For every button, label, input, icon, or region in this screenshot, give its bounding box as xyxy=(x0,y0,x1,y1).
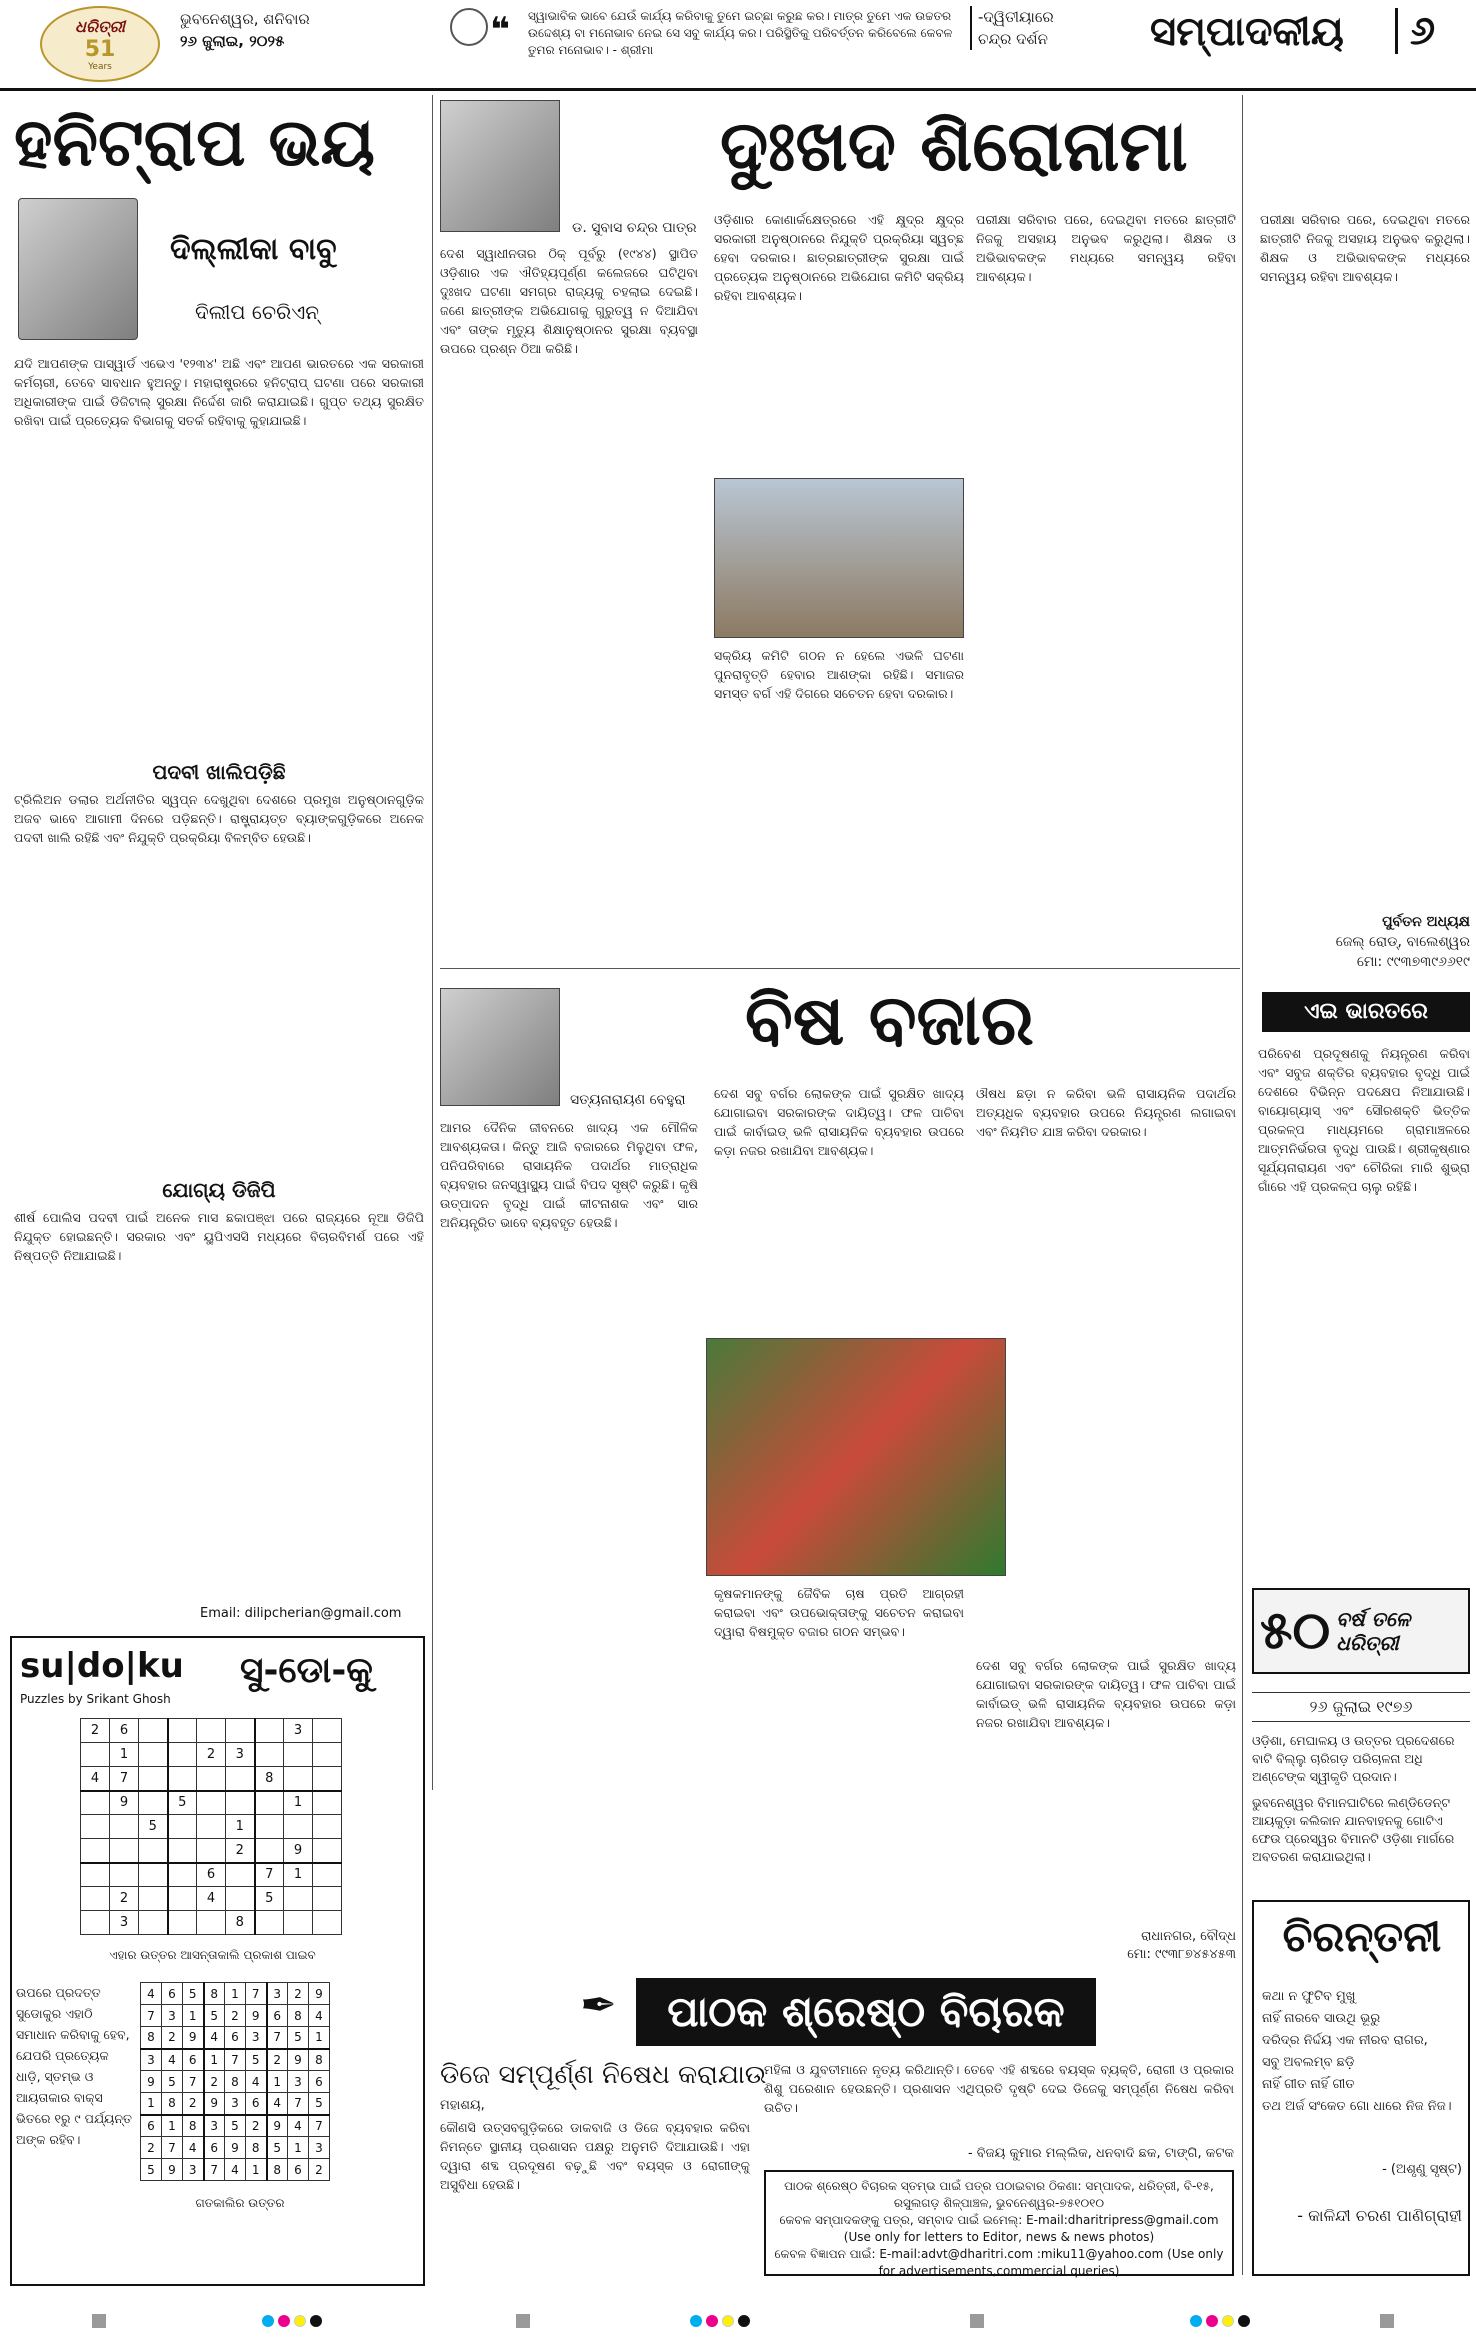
sudoku-cell xyxy=(255,1815,284,1839)
letter1-signoff: - ବିଜୟ କୁମାର ମଲ୍ଲିକ, ଧନବାଦି ଛକ, ଟାଙ୍ଗି, କଟକ xyxy=(967,2146,1234,2161)
answer-cell: 4 xyxy=(246,2071,267,2093)
article3-author: ସତ୍ୟନାରାୟଣ ବେହୁରା xyxy=(570,1092,686,1108)
letters-email-editor: କେବଳ ସମ୍ପାଦକଙ୍କୁ ପତ୍ର, ସମ୍ବାଦ ପାଇଁ ଇମେଲ୍: E-mail:dharitripress@gmail.com (Use only for letters to Editor, news & news photos) xyxy=(779,2213,1219,2244)
article3-body-4: ଔଷଧ ଛଡ଼ା ନ କରିବା ଭଳି ରାସାୟନିକ ପଦାର୍ଥର ଅତ୍ୟଧିକ ବ୍ୟବହାର ଉପରେ ନିୟନ୍ତ୍ରଣ ଲଗାଇବା ଏବଂ ନିୟମିତ ଯାଞ୍ଚ କରିବା ଦରକାର। xyxy=(976,1086,1236,1139)
answer-cell: 3 xyxy=(267,1983,288,2005)
masthead-logo xyxy=(40,6,160,82)
registration-dot-magenta xyxy=(278,2315,290,2327)
sudoku-cell xyxy=(226,1767,255,1791)
sudoku-cell xyxy=(284,1743,313,1767)
answer-cell: 6 xyxy=(141,2115,162,2137)
sudoku-cell xyxy=(139,1887,168,1911)
answer-cell: 1 xyxy=(183,2005,204,2027)
answer-cell: 6 xyxy=(288,2159,309,2181)
column-divider xyxy=(1242,95,1243,2275)
fifty-years-item: ଭୁବନେଶ୍ୱର ବିମାନଘାଟିରେ ଲଣ୍ଡିଡେନ୍‌ଟ ଆୟକୁଡ଼ା କଲିକାନ ଯାନବାହନକୁ ଗୋଟିଏ ଫେଉ ପ୍ରେସ୍ୱର ବିମାନଟି ଓଡ଼ିଶା ମାର୍ଗରେ ଅବତରଣ କରାଯାଇଥିଲା। xyxy=(1252,1795,1455,1864)
article2-headline: ଦୁଃଖଦ ଶିରୋନାମା xyxy=(720,104,1188,187)
answer-cell: 7 xyxy=(204,2159,225,2181)
sudoku-cell: 5 xyxy=(168,1791,197,1815)
daily-quote: ସ୍ୱାଭାବିକ ଭାବେ ଯେଉଁ କାର୍ଯ୍ୟ କରିବାକୁ ତୁମେ ଇଚ୍ଛା କରୁଛ କର। ମାତ୍ର ତୁମେ ଏକ ଉଚ୍ଚତର ଉଦ୍ଦେଶ୍ୟ ବା ମନୋଭାବ ନେଇ ସେ ସବୁ କାର୍ଯ୍ୟ କର। ପରିସ୍ଥିତିକୁ ପରିବର୍ତ୍ତନ କରିବେଲେ କେବଳ ତୁମର ମନୋଭାବ। - ଶ୍ରୀମା xyxy=(528,9,953,57)
sudoku-cell xyxy=(313,1887,342,1911)
answer-cell: 1 xyxy=(141,2093,162,2115)
registration-dot-magenta xyxy=(706,2315,718,2327)
answer-cell: 9 xyxy=(162,2159,183,2181)
sudoku-cell: 9 xyxy=(284,1839,313,1863)
sudoku-answer-caption: ଗତକାଲିର ଉତ୍ତର xyxy=(195,2196,285,2210)
article2-body: ଦେଶ ସ୍ୱାଧୀନତାର ଠିକ୍ ପୂର୍ବରୁ (୧୯୪୪) ସ୍ଥାପିତ ଓଡ଼ିଶାର ଏକ ଐତିହ୍ୟପୂର୍ଣ୍ଣ କଲେଜରେ ଘଟିଥିବା ଦୁଃଖଦ ଘଟଣା ସମଗ୍ର ରାଜ୍ୟକୁ ଚହଲାଇ ଦେଇଛି। ଜଣେ ଛାତ୍ରୀଙ୍କ ଅଭିଯୋଗକୁ ଗୁରୁତ୍ୱ ନ ଦିଆଯିବା ଏବଂ ତାଙ୍କ ମୃତ୍ୟୁ ଶିକ୍ଷାନୁଷ୍ଠାନର ସୁରକ୍ଷା ବ୍ୟବସ୍ଥା ଉପରେ ପ୍ରଶ୍ନ ଠିଆ କରିଛି। xyxy=(440,246,698,356)
sudoku-cell: 4 xyxy=(81,1767,110,1791)
answer-cell: 9 xyxy=(246,2005,267,2027)
sudoku-cell xyxy=(197,1911,226,1935)
sudoku-cell xyxy=(168,1767,197,1791)
sudoku-cell xyxy=(284,1767,313,1791)
sudoku-cell xyxy=(255,1719,284,1743)
answer-cell: 2 xyxy=(204,2071,225,2093)
answer-cell: 6 xyxy=(183,2049,204,2071)
article1-subhead-1: ପଦବୀ ଖାଲିପଡ଼ିଛି xyxy=(152,760,286,784)
sudoku-cell: 2 xyxy=(197,1743,226,1767)
sudoku-cell: 8 xyxy=(255,1767,284,1791)
sudoku-row xyxy=(81,1743,342,1767)
answer-cell: 3 xyxy=(204,2115,225,2137)
sudoku-cell xyxy=(197,1815,226,1839)
answer-cell: 6 xyxy=(309,2071,330,2093)
sudoku-cell xyxy=(284,1815,313,1839)
sudoku-answer-grid xyxy=(140,1982,330,2181)
answer-cell: 4 xyxy=(225,2159,246,2181)
college-photo xyxy=(714,478,964,638)
sudoku-cell xyxy=(110,1815,139,1839)
registration-dot-magenta xyxy=(1206,2315,1218,2327)
chirantani-title: ଚିରନ୍ତନୀ xyxy=(1282,1912,1442,1961)
date-block xyxy=(180,8,360,52)
author-photo-subash xyxy=(440,100,560,232)
article1-headline: ହନିଟ୍ରାପ ଭୟ xyxy=(14,103,375,181)
article3-body-2: ଦେଶ ସବୁ ବର୍ଗର ଲୋକଙ୍କ ପାଇଁ ସୁରକ୍ଷିତ ଖାଦ୍ୟ ଯୋଗାଇବା ସରକାରଙ୍କ ଦାୟିତ୍ୱ। ଫଳ ପାଚିବା ପାଇଁ କାର୍ବାଇଡ୍ ଭଳି ରାସାୟନିକ ବ୍ୟବହାର ଉପରେ କଡ଼ା ନଜର ରଖାଯିବା ଆବଶ୍ୟକ। xyxy=(714,1086,964,1158)
article2-body-3: ସକ୍ରିୟ କମିଟି ଗଠନ ନ ହେଲେ ଏଭଳି ଘଟଣା ପୁନରାବୃତ୍ତି ହେବାର ଆଶଙ୍କା ରହିଛି। ସମାଜର ସମସ୍ତ ବର୍ଗ ଏହି ଦିଗରେ ସଚେତନ ହେବା ଦରକାର। xyxy=(714,648,964,701)
answer-cell: 7 xyxy=(162,2137,183,2159)
answer-cell: 6 xyxy=(204,2137,225,2159)
sudoku-cell: 6 xyxy=(197,1863,226,1887)
sudoku-cell xyxy=(139,1839,168,1863)
answer-cell: 1 xyxy=(267,2071,288,2093)
fifty-years-item: ଓଡ଼ିଶା, ମେଘାଳୟ ଓ ଉତ୍ତର ପ୍ରଦେଶରେ ବାଟି ବିଲ୍ଲୁ ଚାରିଗଡ଼ ପରିଚାଳନା ଅଧି ଅଣ୍ଟେଙ୍କ ସ୍ୱୀକୃତି ପ୍ରଦାନ। xyxy=(1252,1733,1455,1784)
answer-cell: 5 xyxy=(162,2071,183,2093)
sudoku-answer-note: ଏହାର ଉତ୍ତର ଆସନ୍ତାକାଲି ପ୍ରକାଶ ପାଇବ xyxy=(109,1948,316,1962)
sudoku-puzzle-grid xyxy=(80,1718,342,1935)
sudoku-cell xyxy=(226,1863,255,1887)
sudoku-cell xyxy=(168,1863,197,1887)
moon-column: -ଦ୍ୱିତୀୟାରେ ଚନ୍ଦ୍ର ଦର୍ଶନ xyxy=(970,6,1070,50)
article3-body-3: କୃଷକମାନଙ୍କୁ ଜୈବିକ ଚାଷ ପ୍ରତି ଆଗ୍ରହୀ କରାଇବା ଏବଂ ଉପଭୋକ୍ତାଙ୍କୁ ସଚେତନ କରାଇବା ଦ୍ୱାରା ବିଷମୁକ୍ତ ବଜାର ଗଠନ ସମ୍ଭବ। xyxy=(714,1586,964,1639)
answer-cell: 4 xyxy=(162,2049,183,2071)
answer-cell: 5 xyxy=(246,2049,267,2071)
answer-cell: 5 xyxy=(225,2115,246,2137)
answer-cell: 5 xyxy=(309,2093,330,2115)
answer-row xyxy=(141,2159,330,2181)
article2-signoff xyxy=(1290,912,1470,972)
answer-row xyxy=(141,2049,330,2071)
sudoku-row xyxy=(81,1767,342,1791)
answer-cell: 3 xyxy=(309,2137,330,2159)
letter1-salutation: ମହାଶୟ, xyxy=(440,2098,485,2113)
logo-years-label: Years xyxy=(88,61,112,72)
registration-dot-cyan xyxy=(1190,2315,1202,2327)
pen-icon: ✒ xyxy=(580,1980,617,2031)
answer-row xyxy=(141,2071,330,2093)
wheel-icon xyxy=(450,8,488,46)
sudoku-cell: 1 xyxy=(226,1815,255,1839)
sudoku-cell: 9 xyxy=(110,1791,139,1815)
answer-cell: 9 xyxy=(225,2137,246,2159)
answer-cell: 7 xyxy=(309,2115,330,2137)
registration-dot-black xyxy=(1238,2315,1250,2327)
sudoku-cell: 3 xyxy=(226,1743,255,1767)
answer-cell: 6 xyxy=(162,1983,183,2005)
sudoku-cell xyxy=(226,1719,255,1743)
answer-cell: 9 xyxy=(141,2071,162,2093)
answer-cell: 8 xyxy=(288,2005,309,2027)
article1-body-3: ଶୀର୍ଷ ପୋଲିସ ପଦବୀ ପାଇଁ ଅନେକ ମାସ ଛକାପଞ୍ଝା ପରେ ରାଜ୍ୟରେ ନୂଆ ଡିଜିପି ନିଯୁକ୍ତ ହୋଇଛନ୍ତି। ସରକାର ଏବଂ ୟୁପିଏସସି ମଧ୍ୟରେ ବିଚାରବିମର୍ଶ ପରେ ଏହି ନିଷ୍ପତ୍ତି ନିଆଯାଇଛି। xyxy=(14,1210,424,1263)
sudoku-cell xyxy=(139,1719,168,1743)
sudoku-row xyxy=(81,1887,342,1911)
answer-cell: 7 xyxy=(141,2005,162,2027)
answer-cell: 6 xyxy=(225,2027,246,2049)
answer-cell: 9 xyxy=(204,2093,225,2115)
letter1-body: କୌଣସି ଉତ୍ସବଗୁଡ଼ିକରେ ଡାକବାଜି ଓ ଡିଜେ ବ୍ୟବହାର କରିବା ନିମନ୍ତେ ସ୍ଥାନୀୟ ପ୍ରଶାସନ ପକ୍ଷରୁ ଅନୁମତି ଦିଆଯାଉଛି। ଏହା ଦ୍ୱାରା ଶବ୍ଦ ପ୍ରଦୂଷଣ ବଢ଼ୁଛି ଏବଂ ବୟସ୍କ ଓ ରୋଗୀଙ୍କୁ ଅସୁବିଧା ହେଉଛି। xyxy=(440,2120,750,2192)
sudoku-cell: 2 xyxy=(110,1887,139,1911)
registration-mark xyxy=(1380,2314,1394,2328)
sudoku-cell xyxy=(81,1815,110,1839)
sudoku-cell xyxy=(168,1887,197,1911)
answer-cell: 2 xyxy=(183,2093,204,2115)
sudoku-cell xyxy=(139,1863,168,1887)
sudoku-cell: 3 xyxy=(284,1719,313,1743)
article3-body: ଆମର ଦୈନିକ ଜୀବନରେ ଖାଦ୍ୟ ଏକ ମୌଳିକ ଆବଶ୍ୟକତା। କିନ୍ତୁ ଆଜି ବଜାରରେ ମିଳୁଥିବା ଫଳ, ପନିପରିବାରେ ରାସାୟନିକ ପଦାର୍ଥର ମାତ୍ରାଧିକ ବ୍ୟବହାର ଜନସ୍ୱାସ୍ଥ୍ୟ ପାଇଁ ବିପଦ ସୃଷ୍ଟି କରୁଛି। କୃଷି ଉତ୍ପାଦନ ବୃଦ୍ଧି ପାଇଁ କୀଟନାଶକ ଏବଂ ସାର ଅନିୟନ୍ତ୍ରିତ ଭାବେ ବ୍ୟବହୃତ ହେଉଛି। xyxy=(440,1120,698,1230)
sudoku-cell xyxy=(284,1911,313,1935)
article2-body-2: ଓଡ଼ିଶାର କୋଣାର୍କକ୍ଷେତ୍ରରେ ଏହି କ୍ଷୁଦ୍ର କ୍ଷୁଦ୍ର ସରକାରୀ ଅନୁଷ୍ଠାନରେ ନିଯୁକ୍ତି ପ୍ରକ୍ରିୟା ସ୍ୱଚ୍ଛ ହେବା ଦରକାର। ଛାତ୍ରଛାତ୍ରୀଙ୍କ ସୁରକ୍ଷା ପାଇଁ ପ୍ରତ୍ୟେକ ଅନୁଷ୍ଠାନରେ ଅଭିଯୋଗ କମିଟି ସକ୍ରିୟ ରହିବା ଆବଶ୍ୟକ। xyxy=(714,212,964,303)
answer-row xyxy=(141,2137,330,2159)
signoff-phone: ମୋ: ୯୯୩୭୩୯୬୬୧୯ xyxy=(1356,954,1470,970)
answer-cell: 7 xyxy=(225,2049,246,2071)
signoff-place: ରାଧାନଗର, ବୌଦ୍ଧ xyxy=(1141,1929,1236,1944)
sudoku-cell xyxy=(226,1887,255,1911)
sudoku-cell xyxy=(313,1791,342,1815)
answer-cell: 4 xyxy=(309,2005,330,2027)
sudoku-row xyxy=(81,1815,342,1839)
answer-cell: 2 xyxy=(141,2137,162,2159)
sudoku-cell xyxy=(313,1719,342,1743)
logo-years: 51 xyxy=(84,36,116,62)
issue-date: ୨୬ ଜୁଲାଇ, ୨୦୨୫ xyxy=(180,32,285,50)
answer-cell: 8 xyxy=(246,2137,267,2159)
sudoku-row xyxy=(81,1839,342,1863)
author-photo-satyanarayan xyxy=(440,988,560,1106)
answer-cell: 4 xyxy=(288,2115,309,2137)
article3-body-5: ଦେଶ ସବୁ ବର୍ଗର ଲୋକଙ୍କ ପାଇଁ ସୁରକ୍ଷିତ ଖାଦ୍ୟ ଯୋଗାଇବା ସରକାରଙ୍କ ଦାୟିତ୍ୱ। ଫଳ ପାଚିବା ପାଇଁ କାର୍ବାଇଡ୍ ଭଳି ରାସାୟନିକ ବ୍ୟବହାର ଉପରେ କଡ଼ା ନଜର ରଖାଯିବା ଆବଶ୍ୟକ। xyxy=(976,1658,1236,1730)
answer-cell: 8 xyxy=(141,2027,162,2049)
column-label: ଦିଲ୍ଲୀକା ବାବୁ xyxy=(170,232,337,267)
answer-cell: 4 xyxy=(204,2027,225,2049)
sudoku-cell: 5 xyxy=(139,1815,168,1839)
registration-dot-black xyxy=(310,2315,322,2327)
ei-bharat-title: ଏଇ ଭାରତରେ xyxy=(1262,992,1470,1032)
answer-cell: 2 xyxy=(246,2115,267,2137)
sudoku-title: ସୁ-ଡୋ-କୁ xyxy=(240,1650,373,1691)
answer-cell: 6 xyxy=(267,2005,288,2027)
letter1-title: ଡିଜେ ସମ୍ପୂର୍ଣ୍ଣ ନିଷେଧ କରାଯାଉ xyxy=(440,2060,767,2090)
answer-cell: 2 xyxy=(288,1983,309,2005)
answer-cell: 9 xyxy=(183,2027,204,2049)
answer-cell: 9 xyxy=(309,1983,330,2005)
sudoku-cell xyxy=(313,1839,342,1863)
sudoku-cell: 1 xyxy=(284,1863,313,1887)
sudoku-cell xyxy=(168,1815,197,1839)
answer-cell: 3 xyxy=(225,2093,246,2115)
letters-banner: ପାଠକ ଶ୍ରେଷ୍ଠ ବିଚାରକ xyxy=(636,1978,1096,2046)
section-title: ସମ୍ପାଦକୀୟ xyxy=(1150,8,1344,55)
answer-cell: 9 xyxy=(267,2115,288,2137)
sudoku-cell: 3 xyxy=(110,1911,139,1935)
sudoku-cell: 1 xyxy=(284,1791,313,1815)
answer-cell: 2 xyxy=(225,2005,246,2027)
letters-footer-box xyxy=(764,2170,1234,2276)
sudoku-cell: 7 xyxy=(255,1863,284,1887)
sudoku-cell: 7 xyxy=(110,1767,139,1791)
sudoku-cell xyxy=(255,1743,284,1767)
answer-cell: 4 xyxy=(183,2137,204,2159)
sudoku-cell: 1 xyxy=(110,1743,139,1767)
sudoku-cell xyxy=(255,1911,284,1935)
answer-cell: 9 xyxy=(288,2049,309,2071)
sudoku-row xyxy=(81,1791,342,1815)
answer-row xyxy=(141,2093,330,2115)
registration-mark xyxy=(516,2314,530,2328)
registration-dot-yellow xyxy=(294,2315,306,2327)
answer-cell: 8 xyxy=(162,2093,183,2115)
sudoku-byline: Puzzles by Srikant Ghosh xyxy=(20,1692,171,1706)
registration-mark xyxy=(970,2314,984,2328)
answer-cell: 5 xyxy=(204,2005,225,2027)
answer-row xyxy=(141,2027,330,2049)
sudoku-cell: 4 xyxy=(197,1887,226,1911)
sudoku-cell xyxy=(168,1743,197,1767)
sudoku-cell xyxy=(313,1911,342,1935)
sudoku-cell xyxy=(139,1911,168,1935)
sudoku-cell: 8 xyxy=(226,1911,255,1935)
sudoku-cell xyxy=(197,1767,226,1791)
chirantani-poem: କଥା ନ ଫୁଟିବ ମୁଖୁ ନାହିଁ ନାରବେ ସାଉଥି ଭୂରୁ ଦରିଦ୍ର ନିର୍ଦ୍ଦୟ ଏକ ନୀରବ ରାଗର, ସବୁ ଅବଲମ୍ବ ଛଡ଼ି ନାହିଁ ଗୀତ ନାହିଁ ଗୀତ ତଥ ଅର୍ଜ ସଂକେତ ଗୋ ଧାରେ ନିଜ ନିଜ। xyxy=(1262,1989,1452,2114)
answer-cell: 2 xyxy=(309,2159,330,2181)
article3-signoff xyxy=(1080,1928,1236,1964)
chirantani-poet: - କାଳିନ୍ଦୀ ଚରଣ ପାଣିଗ୍ରାହୀ xyxy=(1297,2206,1462,2225)
answer-cell: 4 xyxy=(141,1983,162,2005)
chirantani-source: - (ଅଶୃଣୁ ସୃଷ୍ଟ) xyxy=(1382,2162,1462,2177)
article1-subhead-2: ଯୋଗ୍ୟ ଡିଜିପି xyxy=(162,1178,276,1202)
registration-dot-cyan xyxy=(262,2315,274,2327)
answer-cell: 8 xyxy=(225,2071,246,2093)
quote-icon: ❝ xyxy=(490,10,510,50)
sudoku-instructions: ଉପରେ ପ୍ରଦତ୍ତ ସୁଡୋକୁର ଏହାଠି ସମାଧାନ କରିବାକୁ ହେବ, ଯେପରି ପ୍ରତ୍ୟେକ ଧାଡ଼ି, ସ୍ତମ୍ଭ ଓ ଆୟତାକାର ବାକ୍ସ ଭିତରେ ୧ରୁ ୯ ପର୍ଯ୍ୟନ୍ତ ଅଙ୍କ ରହିବ। xyxy=(16,1985,132,2147)
page-number: ୬ xyxy=(1395,8,1435,54)
answer-cell: 5 xyxy=(288,2027,309,2049)
registration-dot-black xyxy=(738,2315,750,2327)
sudoku-cell xyxy=(81,1911,110,1935)
answer-cell: 3 xyxy=(183,2159,204,2181)
article1-body: ଯଦି ଆପଣଙ୍କ ପାସ୍‌ୱାର୍ଡ ଏଭେଏ '୧୨୩୪' ଅଛି ଏବଂ ଆପଣ ଭାରତରେ ଏକ ସରକାରୀ କର୍ମଚାରୀ, ତେବେ ସାବଧାନ ହୁଅନ୍ତୁ। ମହାରାଷ୍ଟ୍ରରେ ହନିଟ୍ରାପ୍ ଘଟଣା ପରେ ସରକାରୀ ଅଧିକାରୀଙ୍କ ପାଇଁ ଡିଜିଟାଲ୍ ସୁରକ୍ଷା ନିର୍ଦ୍ଦେଶ ଜାରି କରାଯାଇଛି। ଗୁପ୍ତ ତଥ୍ୟ ସୁରକ୍ଷିତ ରଖିବା ପାଇଁ ପ୍ରତ୍ୟେକ ବିଭାଗକୁ ସତର୍କ ରହିବାକୁ କୁହାଯାଇଛି। xyxy=(14,356,424,428)
answer-row xyxy=(141,2115,330,2137)
logo-brand: ଧରିତ୍ରୀ xyxy=(75,16,125,36)
sudoku-cell xyxy=(313,1815,342,1839)
sudoku-cell xyxy=(110,1839,139,1863)
sudoku-row xyxy=(81,1911,342,1935)
sudoku-cell xyxy=(313,1743,342,1767)
sudoku-cell xyxy=(139,1743,168,1767)
sudoku-cell xyxy=(313,1767,342,1791)
article2-continuation xyxy=(1260,210,1470,630)
city-day: ଭୁବନେଶ୍ୱର, ଶନିବାର xyxy=(180,10,310,28)
fifty-years-items xyxy=(1252,1732,1470,1866)
answer-cell: 3 xyxy=(162,2005,183,2027)
answer-cell: 1 xyxy=(288,2137,309,2159)
answer-cell: 8 xyxy=(183,2115,204,2137)
answer-cell: 7 xyxy=(183,2071,204,2093)
letters-address: ପାଠକ ଶ୍ରେଷ୍ଠ ବିଚାରକ ସ୍ତମ୍ଭ ପାଇଁ ପତ୍ର ପଠାଇବାର ଠିକଣା: ସମ୍ପାଦକ, ଧରିତ୍ରୀ, ବି-୧୫, ରସୁଲଗଡ଼ ଶିଳ୍ପାଞ୍ଚଳ, ଭୁବନେଶ୍ୱର-୭୫୧୦୧୦ xyxy=(784,2179,1214,2210)
sudoku-cell xyxy=(81,1839,110,1863)
sudoku-cell xyxy=(168,1911,197,1935)
sudoku-cell xyxy=(255,1839,284,1863)
answer-cell: 8 xyxy=(204,1983,225,2005)
sudoku-cell xyxy=(284,1887,313,1911)
signoff-name: ପୁର୍ବତନ ଅଧ୍ୟକ୍ଷ xyxy=(1382,914,1470,930)
article1-body-2: ଟ୍ରିଲିଅନ ଡଲାର ଅର୍ଥନୀତିର ସ୍ୱପ୍ନ ଦେଖୁଥିବା ଦେଶରେ ପ୍ରମୁଖ ଅନୁଷ୍ଠାନଗୁଡ଼ିକ ଅଜବ ଭାବେ ଆଗାମୀ ଦିନରେ ପଡ଼ିଛନ୍ତି। ରାଷ୍ଟ୍ରାୟତ୍ତ ବ୍ୟାଙ୍କଗୁଡ଼ିକରେ ଅନେକ ପଦବୀ ଖାଲି ରହିଛି ଏବଂ ନିଯୁକ୍ତି ପ୍ରକ୍ରିୟା ବିଳମ୍ବିତ ହେଉଛି। xyxy=(14,792,424,845)
answer-cell: 7 xyxy=(267,2027,288,2049)
sudoku-cell xyxy=(197,1791,226,1815)
answer-cell: 5 xyxy=(183,1983,204,2005)
author-email: Email: dilipcherian@gmail.com xyxy=(200,1606,402,1621)
author-photo-dilip xyxy=(18,198,138,340)
answer-cell: 7 xyxy=(288,2093,309,2115)
article2-author: ଡ. ସୁବାସ ଚନ୍ଦ୍ର ପାତ୍ର xyxy=(572,220,697,236)
sudoku-cell xyxy=(139,1767,168,1791)
sudoku-cell: 5 xyxy=(255,1887,284,1911)
sudoku-cell xyxy=(139,1791,168,1815)
answer-cell: 8 xyxy=(309,2049,330,2071)
answer-cell: 1 xyxy=(162,2115,183,2137)
answer-row xyxy=(141,1983,330,2005)
answer-cell: 4 xyxy=(267,2093,288,2115)
sudoku-cell xyxy=(81,1743,110,1767)
sudoku-cell xyxy=(81,1863,110,1887)
fifty-years-number: ୫୦ xyxy=(1260,1600,1331,1661)
sudoku-cell xyxy=(197,1839,226,1863)
letters-email-ads: କେବଳ ବିଜ୍ଞାପନ ପାଇଁ: E-mail:advt@dharitri.com :miku11@yahoo.com (Use only for advertisements,commercial queries) xyxy=(774,2247,1224,2278)
answer-cell: 3 xyxy=(246,2027,267,2049)
ei-bharat-body: ପରିବେଶ ପ୍ରଦୂଷଣକୁ ନିୟନ୍ତ୍ରଣ କରିବା ଏବଂ ସବୁଜ ଶକ୍ତିର ବ୍ୟବହାର ବୃଦ୍ଧି ପାଇଁ ଦେଶରେ ବିଭିନ୍ନ ପଦକ୍ଷେପ ନିଆଯାଉଛି। ବାୟୋଗ୍ୟାସ୍ ଏବଂ ସୌରଶକ୍ତି ଭିତ୍ତିକ ପ୍ରକଳ୍ପ ମାଧ୍ୟମରେ ଗ୍ରାମାଞ୍ଚଳରେ ଆତ୍ମନିର୍ଭରତା ବୃଦ୍ଧି ପାଉଛି। ଶ୍ରୀକୃଷ୍ଣାର ସୂର୍ଯ୍ୟନାରାୟଣ ଏବଂ ଚୌରିକା ମାରି ଶୁଭ୍ରା ଗାଁରେ ଏହି ପ୍ରକଳ୍ପ ଚାଲୁ ରହିଛି। xyxy=(1258,1046,1470,1194)
sudoku-cell xyxy=(197,1719,226,1743)
article2-body-5: ପରୀକ୍ଷା ସରିବାର ପରେ, ଦେଇଥିବା ମତରେ ଛାତ୍ରୀଟି ନିଜକୁ ଅସହାୟ ଅନୁଭବ କରୁଥିଲା। ଶିକ୍ଷକ ଓ ଅଭିଭାବକଙ୍କ ମଧ୍ୟରେ ସମନ୍ୱୟ ରହିବା ଆବଶ୍ୟକ। xyxy=(1260,212,1470,284)
fifty-years-text: ବର୍ଷ ତଳେ ଧରିତ୍ରୀ xyxy=(1336,1607,1411,1655)
letter1-body-2: ମହିଳା ଓ ଯୁବତୀମାନେ ନୃତ୍ୟ କରିଥାନ୍ତି। ତେବେ ଏହି ଶବ୍ଦରେ ବୟସ୍କ ବ୍ୟକ୍ତି, ରୋଗୀ ଓ ପ୍ରକାର ଶିଶୁ ପରେଶାନ ହେଉଛନ୍ତି। ପ୍ରଶାସନ ଏଥିପ୍ରତି ଦୃଷ୍ଟି ଦେଇ ଡିଜେକୁ ସମ୍ପୂର୍ଣ୍ଣ ନିଷେଧ କରିବା ଉଚିତ। xyxy=(764,2062,1234,2115)
answer-cell: 3 xyxy=(288,2071,309,2093)
sudoku-logo: su|do|ku xyxy=(20,1646,184,1686)
sudoku-cell xyxy=(81,1887,110,1911)
sudoku-cell xyxy=(81,1791,110,1815)
answer-cell: 6 xyxy=(246,2093,267,2115)
registration-dot-yellow xyxy=(1222,2315,1234,2327)
sudoku-cell xyxy=(255,1791,284,1815)
sudoku-cell xyxy=(168,1719,197,1743)
sudoku-cell: 6 xyxy=(110,1719,139,1743)
vegetable-photo xyxy=(706,1338,1006,1576)
answer-cell: 2 xyxy=(267,2049,288,2071)
sudoku-cell: 2 xyxy=(81,1719,110,1743)
answer-row xyxy=(141,2005,330,2027)
header-rule xyxy=(0,88,1476,91)
answer-cell: 1 xyxy=(246,2159,267,2181)
answer-cell: 5 xyxy=(141,2159,162,2181)
answer-cell: 8 xyxy=(267,2159,288,2181)
registration-mark xyxy=(92,2314,106,2328)
signoff-place: ଜେଲ୍ ରୋଡ୍, ବାଲେଶ୍ୱର xyxy=(1335,934,1470,950)
answer-cell: 1 xyxy=(204,2049,225,2071)
signoff-phone: ମୋ: ୯୯୩୮୭୪୫୪୫୩ xyxy=(1127,1947,1236,1962)
article1-author: ଦିଲୀପ ଚେରିଏନ୍ xyxy=(195,300,320,324)
answer-cell: 3 xyxy=(141,2049,162,2071)
article3-headline: ବିଷ ବଜାର xyxy=(745,978,1034,1061)
sudoku-row xyxy=(81,1719,342,1743)
answer-cell: 5 xyxy=(267,2137,288,2159)
answer-cell: 2 xyxy=(162,2027,183,2049)
fifty-years-badge xyxy=(1252,1588,1470,1674)
column-divider xyxy=(432,95,433,1790)
section-divider xyxy=(440,968,1240,969)
registration-dot-yellow xyxy=(722,2315,734,2327)
sudoku-row xyxy=(81,1863,342,1887)
registration-dot-cyan xyxy=(690,2315,702,2327)
fifty-years-date: ୨୬ ଜୁଲାଇ ୧୯୭୬ xyxy=(1252,1692,1470,1722)
article2-body-4: ପରୀକ୍ଷା ସରିବାର ପରେ, ଦେଇଥିବା ମତରେ ଛାତ୍ରୀଟି ନିଜକୁ ଅସହାୟ ଅନୁଭବ କରୁଥିଲା। ଶିକ୍ଷକ ଓ ଅଭିଭାବକଙ୍କ ମଧ୍ୟରେ ସମନ୍ୱୟ ରହିବା ଆବଶ୍ୟକ। xyxy=(976,212,1236,284)
answer-cell: 1 xyxy=(309,2027,330,2049)
sudoku-cell xyxy=(226,1791,255,1815)
answer-cell: 7 xyxy=(246,1983,267,2005)
answer-cell: 1 xyxy=(225,1983,246,2005)
sudoku-cell xyxy=(168,1839,197,1863)
sudoku-cell xyxy=(110,1863,139,1887)
sudoku-cell: 2 xyxy=(226,1839,255,1863)
sudoku-cell xyxy=(313,1863,342,1887)
